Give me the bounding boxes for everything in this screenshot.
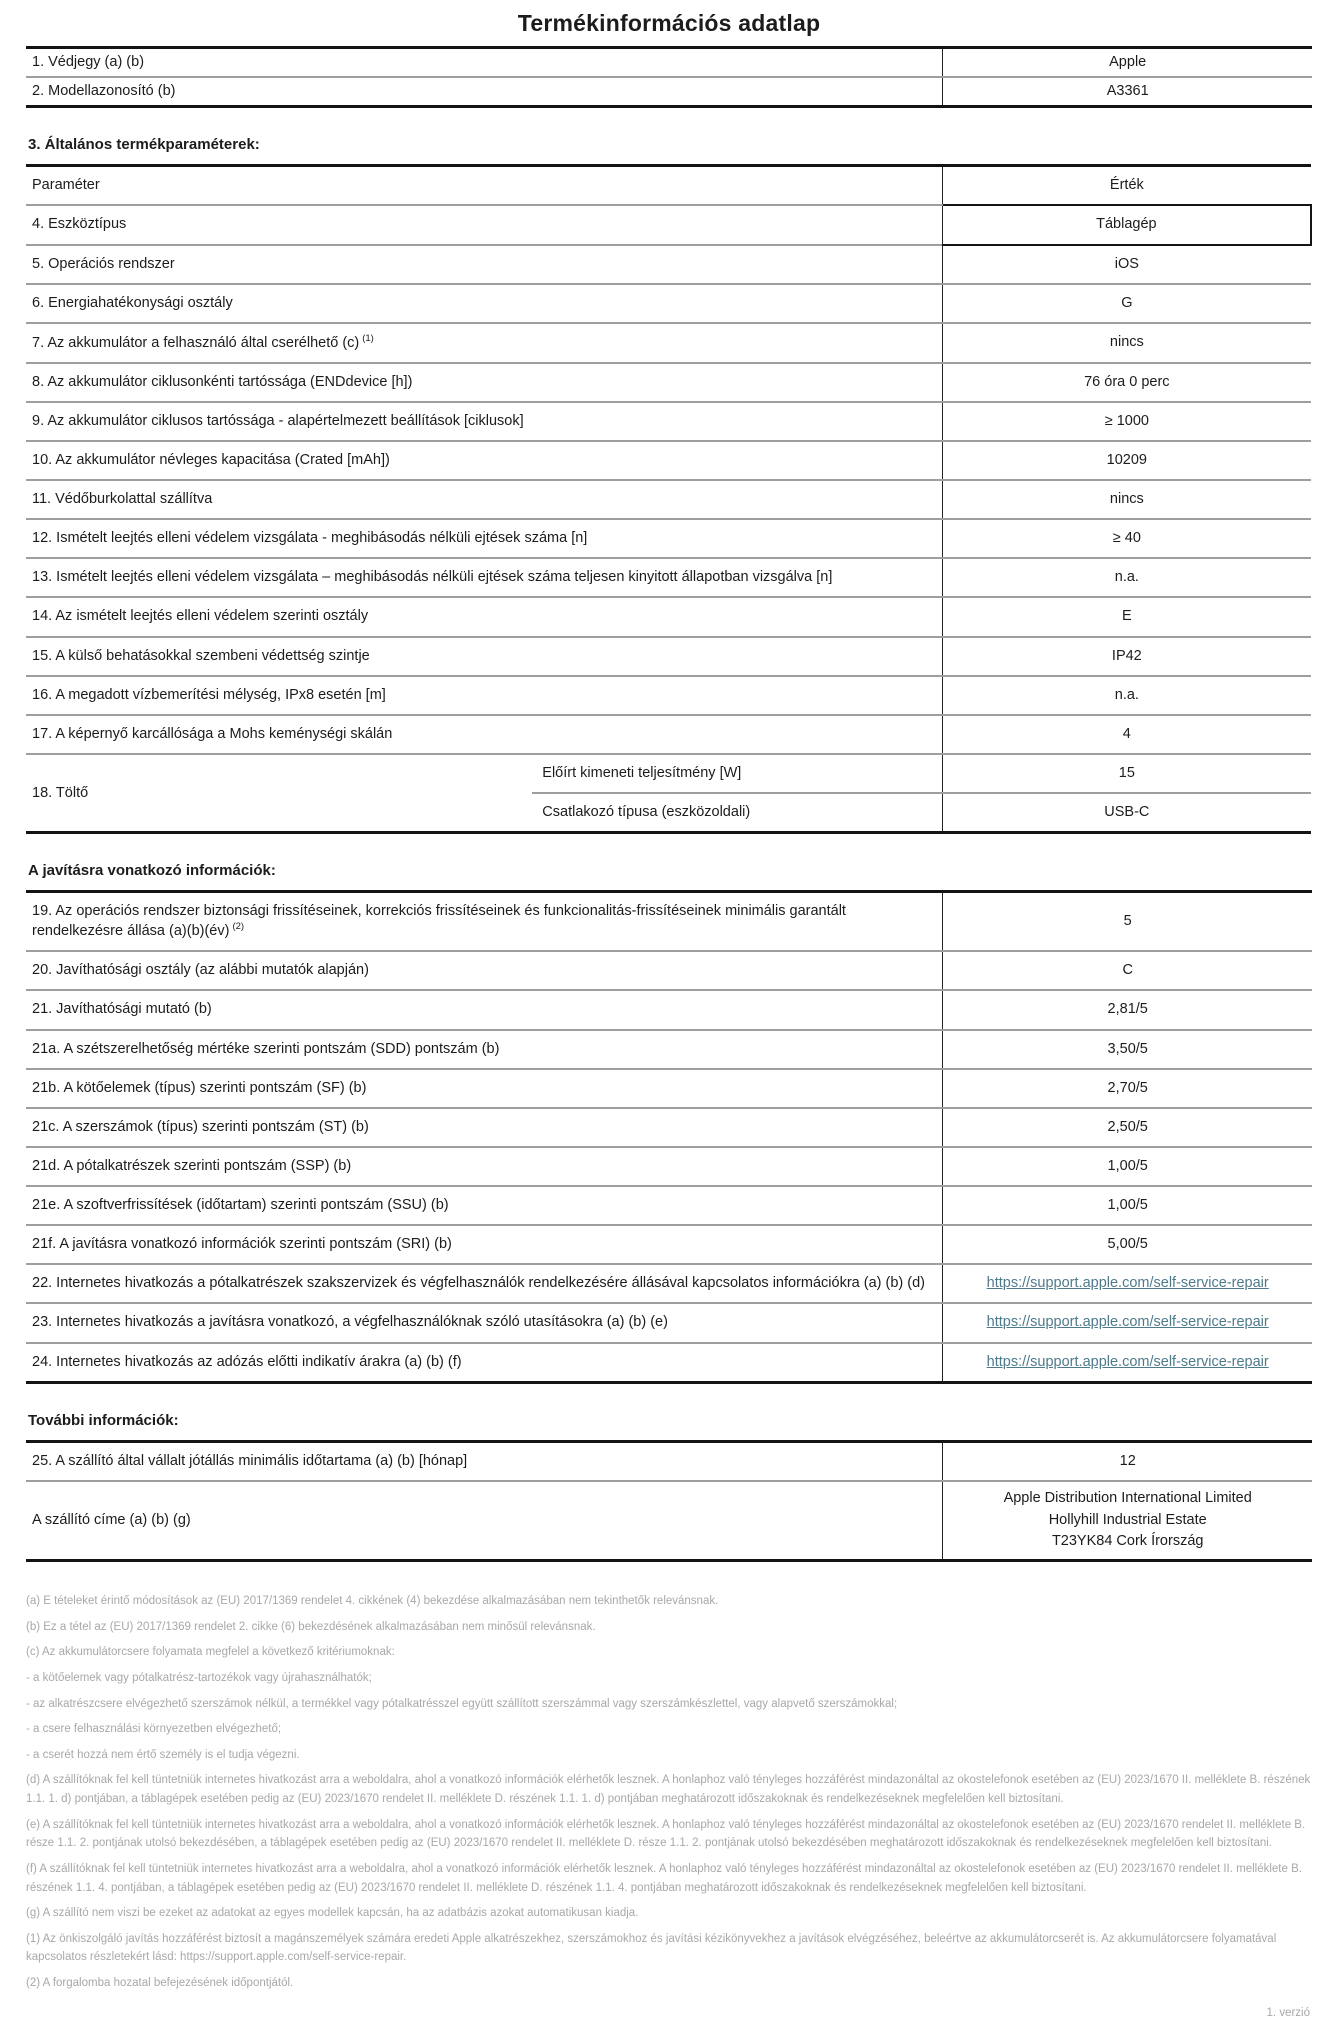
table-row [26, 597, 1311, 636]
param-label: 22. Internetes hivatkozás a pótalkatrészek szakszervizek és végfelhasználók rendelkezésére állásával kapcsolatos információkra (a) (b) (d) [26, 1264, 943, 1303]
footnote-c-bullet: - a cserét hozzá nem értő személy is el tudja végezni. [26, 1748, 300, 1761]
param-label: 7. Az akkumulátor a felhasználó által cserélhető (c) $^{(1)}$ [26, 323, 942, 363]
table-row [26, 676, 1311, 715]
footnote-c-bullet: - a csere felhasználási környezetben elvégezhető; [26, 1723, 282, 1736]
param-value [943, 1343, 1312, 1383]
table-row [26, 1186, 1312, 1225]
footnote-b: (b) Ez a tétel az (EU) 2017/1369 rendelet 2. cikke (6) bekezdésének alkalmazásában nem minősül relevánsnak. [26, 1620, 596, 1633]
param-value: 2,70/5 [943, 1069, 1312, 1108]
table-row [26, 402, 1311, 441]
section-additional-heading: További információk: [28, 1411, 179, 1429]
footnote-c: (c) Az akkumulátorcsere folyamata megfelel a következő kritériumoknak: [26, 1646, 395, 1659]
table-row [26, 558, 1311, 597]
supplier-address-line: Apple Distribution International Limited [1003, 1489, 1252, 1506]
param-label: 20. Javíthatósági osztály (az alábbi mutatók alapján) [26, 951, 943, 990]
footnote-f: (f) A szállítóknak fel kell tüntetniük internetes hivatkozást arra a weboldalra, ahol a vonatkozó információk elérhetők lesznek. A honlaphoz való tényleges hozzáférést mindazonáltal az okostelefonok esetében az (EU) 2023/1670 rendelet II. melléklete B. részének 1.1. 4. pontjában, a táblagépek esetében pedig az (EU) 2023/1670 rendelet II. melléklete D. részének 1.1. 4. pontjában meghatározott időszakoknak és rendelkezéseknek megfelelően kell biztosítani. [26, 1862, 1302, 1894]
param-label: 14. Az ismételt leejtés elleni védelem szerinti osztály [26, 597, 942, 636]
param-label: 13. Ismételt leejtés elleni védelem vizsgálata – meghibásodás nélküli ejtések száma teljesen kinyitott állapotban vizsgálva [n] [26, 558, 942, 597]
warranty-value: 12 [943, 1441, 1312, 1481]
footnote-2: (2) A forgalomba hozatal befejezésének időpontjától. [26, 1977, 294, 1990]
table-row [26, 1441, 1312, 1481]
general-parameters-table [26, 164, 1312, 834]
param-value: 5,00/5 [943, 1225, 1312, 1264]
param-label: 11. Védőburkolattal szállítva [26, 480, 942, 519]
param-label: 21. Javíthatósági mutató (b) [26, 990, 943, 1029]
footnote-a: (a) E tételeket érintő módosítások az (EU) 2017/1369 rendelet 4. cikkének (4) bekezdése alkalmazásában nem tekinthetők relevánsnak. [26, 1595, 719, 1608]
table-row [26, 77, 1312, 107]
table-row [26, 1147, 1312, 1186]
section-general-heading: 3. Általános termékparaméterek: [28, 136, 260, 154]
table-row-charger [26, 754, 1311, 793]
param-value: 4 [942, 715, 1311, 754]
table-row [26, 205, 1311, 244]
footnote-1: (1) Az önkiszolgáló javítás hozzáférést biztosít a magánszemélyek számára eredeti Apple alkatrészekhez, szerszámokhoz és javítási kézikönyvekhez a javítások elvégzéséhez, beleértve az akkumulátorcserét is. Az akkumulátorcsere folyamatával kapcsolatos részletekért lásd: https://support.apple.com/self-service-repair. [26, 1932, 1277, 1964]
param-value: 1,00/5 [943, 1147, 1312, 1186]
table-row [26, 480, 1311, 519]
footnote-c-bullet: - az alkatrészcsere elvégezhető szerszámok nélkül, a termékkel vagy pótalkatrésszel együtt szállított szerszámmal vagy szerszámkészlettel, vagy alapvető szerszámokkal; [26, 1697, 898, 1710]
param-value: 2,50/5 [943, 1108, 1312, 1147]
param-value: 2,81/5 [943, 990, 1312, 1029]
param-label: 24. Internetes hivatkozás az adózás előtti indikatív árakra (a) (b) (f) [26, 1343, 943, 1383]
column-header-value: Érték [942, 166, 1311, 206]
param-value: 3,50/5 [943, 1030, 1312, 1069]
param-label: 21a. A szétszerelhetőség mértéke szerinti pontszám (SDD) pontszám (b) [26, 1030, 943, 1069]
charger-label: 18. Töltő [26, 754, 532, 833]
table-row [26, 284, 1311, 323]
table-row [26, 363, 1311, 402]
param-value: nincs [942, 480, 1311, 519]
param-value: n.a. [942, 676, 1311, 715]
table-row [26, 715, 1311, 754]
footnote-d: (d) A szállítóknak fel kell tüntetniük internetes hivatkozást arra a weboldalra, ahol a vonatkozó információk elérhetők lesznek. A honlaphoz való tényleges hozzáférést mindazonáltal az okostelefonok esetében az (EU) 2023/1670 II. melléklete B. részének 1.1. 1. d) pontjában, a táblagépek esetében pedig az (EU) 2023/1670 rendelet II. melléklete D. részének 1.1. 1. d) pontjában meghatározott időszakoknak és rendelkezéseknek megfelelően kell biztosítani. [26, 1774, 1311, 1806]
supplier-address-line: Hollyhill Industrial Estate [1048, 1511, 1207, 1528]
charger-sub-value: USB-C [942, 793, 1311, 833]
param-value: 5 [943, 892, 1312, 952]
model-value: A3361 [943, 77, 1312, 107]
table-header-row [26, 166, 1311, 206]
table-row [26, 48, 1312, 78]
footnote-e: (e) A szállítóknak fel kell tüntetniük internetes hivatkozást arra a weboldalra, ahol a vonatkozó információk elérhetők lesznek. A honlaphoz való tényleges hozzáférést mindazonáltal az okostelefonok esetében az (EU) 2023/1670 rendelet II. melléklete B. része 1.1. 2. pontjának utolsó bekezdésében, a táblagépek esetében pedig az (EU) 2023/1670 rendelet II. melléklete D. része 1.1. 2. pontjának utolsó bekezdésében meghatározott időszakoknak és rendelkezéseknek megfelelően kell biztosítani. [26, 1818, 1306, 1850]
param-label: 21d. A pótalkatrészek szerinti pontszám (SSP) (b) [26, 1147, 943, 1186]
param-value: n.a. [942, 558, 1311, 597]
footnotes-block [26, 1592, 1312, 1993]
version-label: 1. verzió [1266, 2006, 1310, 2019]
param-value: nincs [942, 323, 1311, 363]
footnote-c-bullet: - a kötőelemek vagy pótalkatrész-tartozékok vagy újrahasználhatók; [26, 1671, 372, 1684]
self-service-repair-link[interactable]: https://support.apple.com/self-service-repair [986, 1353, 1269, 1370]
param-label: 19. Az operációs rendszer biztonsági frissítéseinek, korrekciós frissítéseinek és funkcionalitás-frissítéseinek minimális garantált rendelkezésre állása (a)(b)(év) $^{(2)}$ [32, 903, 846, 940]
param-value: 1,00/5 [943, 1186, 1312, 1225]
param-value: IP42 [942, 637, 1311, 676]
param-label: 5. Operációs rendszer [26, 245, 942, 284]
table-row [26, 1069, 1312, 1108]
param-value: E [942, 597, 1311, 636]
section-repair-heading: A javításra vonatkozó információk: [28, 862, 276, 880]
footnote-ref-1: (1) [362, 332, 374, 344]
param-label: 21e. A szoftverfrissítések (időtartam) szerinti pontszám (SSU) (b) [26, 1186, 943, 1225]
page-title: Termékinformációs adatlap [517, 10, 821, 36]
charger-sub-label: Csatlakozó típusa (eszközoldali) [532, 793, 942, 833]
warranty-label: 25. A szállító által vállalt jótállás minimális időtartama (a) (b) [hónap] [32, 1452, 468, 1469]
table-row [26, 245, 1311, 284]
charger-sub-value: 15 [942, 754, 1311, 793]
param-label: 21c. A szerszámok (típus) szerinti pontszám (ST) (b) [26, 1108, 943, 1147]
param-label: 6. Energiahatékonysági osztály [26, 284, 942, 323]
identity-table [26, 46, 1312, 108]
supplier-address-line: T23YK84 Cork Írország [1051, 1533, 1204, 1550]
param-label: 15. A külső behatásokkal szembeni védettség szintje [26, 637, 942, 676]
param-label: 9. Az akkumulátor ciklusos tartóssága - alapértelmezett beállítások [ciklusok] [26, 402, 942, 441]
table-row [26, 637, 1311, 676]
param-label: 23. Internetes hivatkozás a javításra vonatkozó, a végfelhasználóknak szóló utasításokra (a) (b) (e) [26, 1303, 943, 1342]
table-row [26, 519, 1311, 558]
param-value [943, 1303, 1312, 1342]
param-value [943, 1264, 1312, 1303]
param-label: 21f. A javításra vonatkozó információk szerinti pontszám (SRI) (b) [26, 1225, 943, 1264]
brand-label: 1. Védjegy (a) (b) [32, 54, 145, 70]
table-row [26, 990, 1312, 1029]
table-row [26, 892, 1312, 952]
param-value: ≥ 1000 [942, 402, 1311, 441]
device-type-value-box: Táblagép [942, 205, 1311, 244]
additional-info-table [26, 1440, 1312, 1562]
param-label: 8. Az akkumulátor ciklusonkénti tartóssága (ENDdevice [h]) [26, 363, 942, 402]
table-row-link [26, 1264, 1312, 1303]
table-row [26, 951, 1312, 990]
param-value: ≥ 40 [942, 519, 1311, 558]
self-service-repair-link[interactable]: https://support.apple.com/self-service-repair [986, 1275, 1269, 1292]
supplier-address-value [943, 1481, 1312, 1561]
table-row-link [26, 1343, 1312, 1383]
param-label: 21b. A kötőelemek (típus) szerinti pontszám (SF) (b) [26, 1069, 943, 1108]
table-row [26, 1108, 1312, 1147]
supplier-address-label: A szállító címe (a) (b) (g) [26, 1481, 943, 1561]
param-value: G [942, 284, 1311, 323]
param-label: 17. A képernyő karcállósága a Mohs keménységi skálán [26, 715, 942, 754]
column-header-parameter: Paraméter [32, 177, 100, 194]
footnote-ref-2: (2) [232, 921, 245, 933]
self-service-repair-link[interactable]: https://support.apple.com/self-service-repair [986, 1314, 1269, 1331]
repair-info-table [26, 890, 1312, 1383]
param-label: 16. A megadott vízbemerítési mélység, IPx8 esetén [m] [26, 676, 942, 715]
param-label: 4. Eszköztípus [26, 205, 942, 244]
param-value: iOS [942, 245, 1311, 284]
param-label: 10. Az akkumulátor névleges kapacitása (Crated [mAh]) [26, 441, 942, 480]
table-row [26, 1030, 1312, 1069]
param-value: C [943, 951, 1312, 990]
model-label: 2. Modellazonosító (b) [26, 77, 943, 107]
param-value: 76 óra 0 perc [942, 363, 1311, 402]
param-value: 10209 [942, 441, 1311, 480]
brand-value: Apple [943, 48, 1312, 78]
footnote-g: (g) A szállító nem viszi be ezeket az adatokat az egyes modellek kapcsán, ha az adatbázis azokat automatikusan kiadja. [26, 1907, 639, 1920]
table-row-supplier [26, 1481, 1312, 1561]
table-row-link [26, 1303, 1312, 1342]
charger-sub-label: Előírt kimeneti teljesítmény [W] [532, 754, 942, 793]
table-row [26, 1225, 1312, 1264]
param-label: 12. Ismételt leejtés elleni védelem vizsgálata - meghibásodás nélküli ejtések száma [n] [26, 519, 942, 558]
table-row [26, 441, 1311, 480]
table-row [26, 323, 1311, 363]
